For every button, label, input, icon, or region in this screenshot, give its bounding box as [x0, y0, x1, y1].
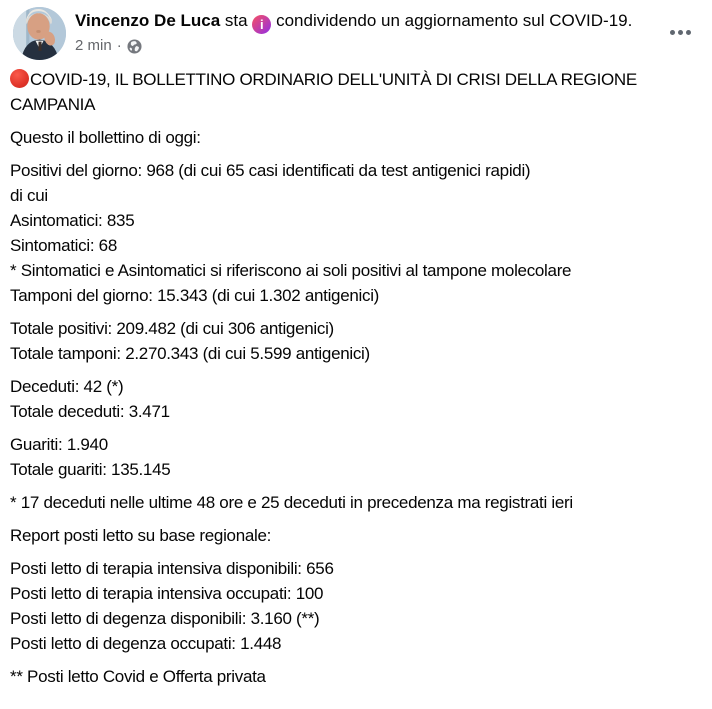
timestamp-row — [75, 36, 632, 56]
post-text-line: di cui — [10, 186, 48, 205]
activity-text-post: condividendo un aggiornamento sul COVID-19. — [276, 11, 633, 30]
post-text-line: Guariti: 1.940 — [10, 435, 108, 454]
post-text-line: Asintomatici: 835 — [10, 211, 135, 230]
post-text-line: Totale deceduti: 3.471 — [10, 402, 170, 421]
post-text-line: Totale positivi: 209.482 (di cui 306 antigenici) — [10, 319, 334, 338]
post-text-line: Report posti letto su base regionale: — [10, 526, 272, 545]
post-paragraph — [10, 523, 703, 548]
post-text-line: Totale tamponi: 2.270.343 (di cui 5.599 antigenici) — [10, 344, 370, 363]
post-text-line: Deceduti: 42 (*) — [10, 377, 124, 396]
post-paragraph — [10, 556, 703, 656]
covid-info-icon-glyph: i — [260, 17, 264, 32]
post-title-paragraph — [10, 67, 703, 117]
ellipsis-dot — [686, 30, 691, 35]
post-text-line: * Sintomatici e Asintomatici si riferiscono ai soli positivi al tampone molecolare — [10, 261, 572, 280]
post-text-line: Tamponi del giorno: 15.343 (di cui 1.302 antigenici) — [10, 286, 380, 305]
timestamp[interactable]: 2 min — [75, 37, 112, 54]
avatar-photo — [13, 7, 66, 60]
post-text-line: Posti letto di terapia intensiva occupati: 100 — [10, 584, 324, 603]
ellipsis-dot — [670, 30, 675, 35]
post-byline — [75, 8, 632, 34]
post-paragraph — [10, 125, 703, 150]
post-text-line: Posti letto di degenza occupati: 1.448 — [10, 634, 282, 653]
post-paragraph — [10, 158, 703, 308]
post-header — [0, 0, 712, 60]
post-title-text: COVID-19, IL BOLLETTINO ORDINARIO DELL'UNITÀ DI CRISI DELLA REGIONE CAMPANIA — [10, 70, 637, 114]
post-text-line: Sintomatici: 68 — [10, 236, 117, 255]
more-options-button[interactable] — [668, 26, 693, 39]
author-name[interactable]: Vincenzo De Luca — [75, 11, 221, 30]
post-text-line: Positivi del giorno: 968 (di cui 65 casi identificati da test antigenici rapidi) — [10, 161, 531, 180]
post-paragraph — [10, 664, 703, 689]
dot-separator: · — [116, 37, 122, 54]
red-circle-emoji — [10, 69, 29, 88]
post-text-line: ** Posti letto Covid e Offerta privata — [10, 667, 266, 686]
post-paragraph — [10, 374, 703, 424]
post-paragraph — [10, 490, 703, 515]
covid-info-icon[interactable] — [252, 15, 271, 34]
post-text-line: * 17 deceduti nelle ultime 48 ore e 25 deceduti in precedenza ma registrati ieri — [10, 493, 573, 512]
post-text-line: Totale guariti: 135.145 — [10, 460, 171, 479]
header-info — [75, 7, 632, 56]
activity-text-pre: sta — [224, 11, 248, 30]
globe-icon — [127, 39, 142, 54]
avatar[interactable] — [13, 7, 66, 60]
post-body — [0, 60, 712, 689]
post-paragraph — [10, 316, 703, 366]
ellipsis-dot — [678, 30, 683, 35]
post-text-line: Questo il bollettino di oggi: — [10, 128, 201, 147]
post-text-line: Posti letto di terapia intensiva disponibili: 656 — [10, 559, 334, 578]
post-text-line: Posti letto di degenza disponibili: 3.160 (**) — [10, 609, 320, 628]
post-paragraph — [10, 432, 703, 482]
